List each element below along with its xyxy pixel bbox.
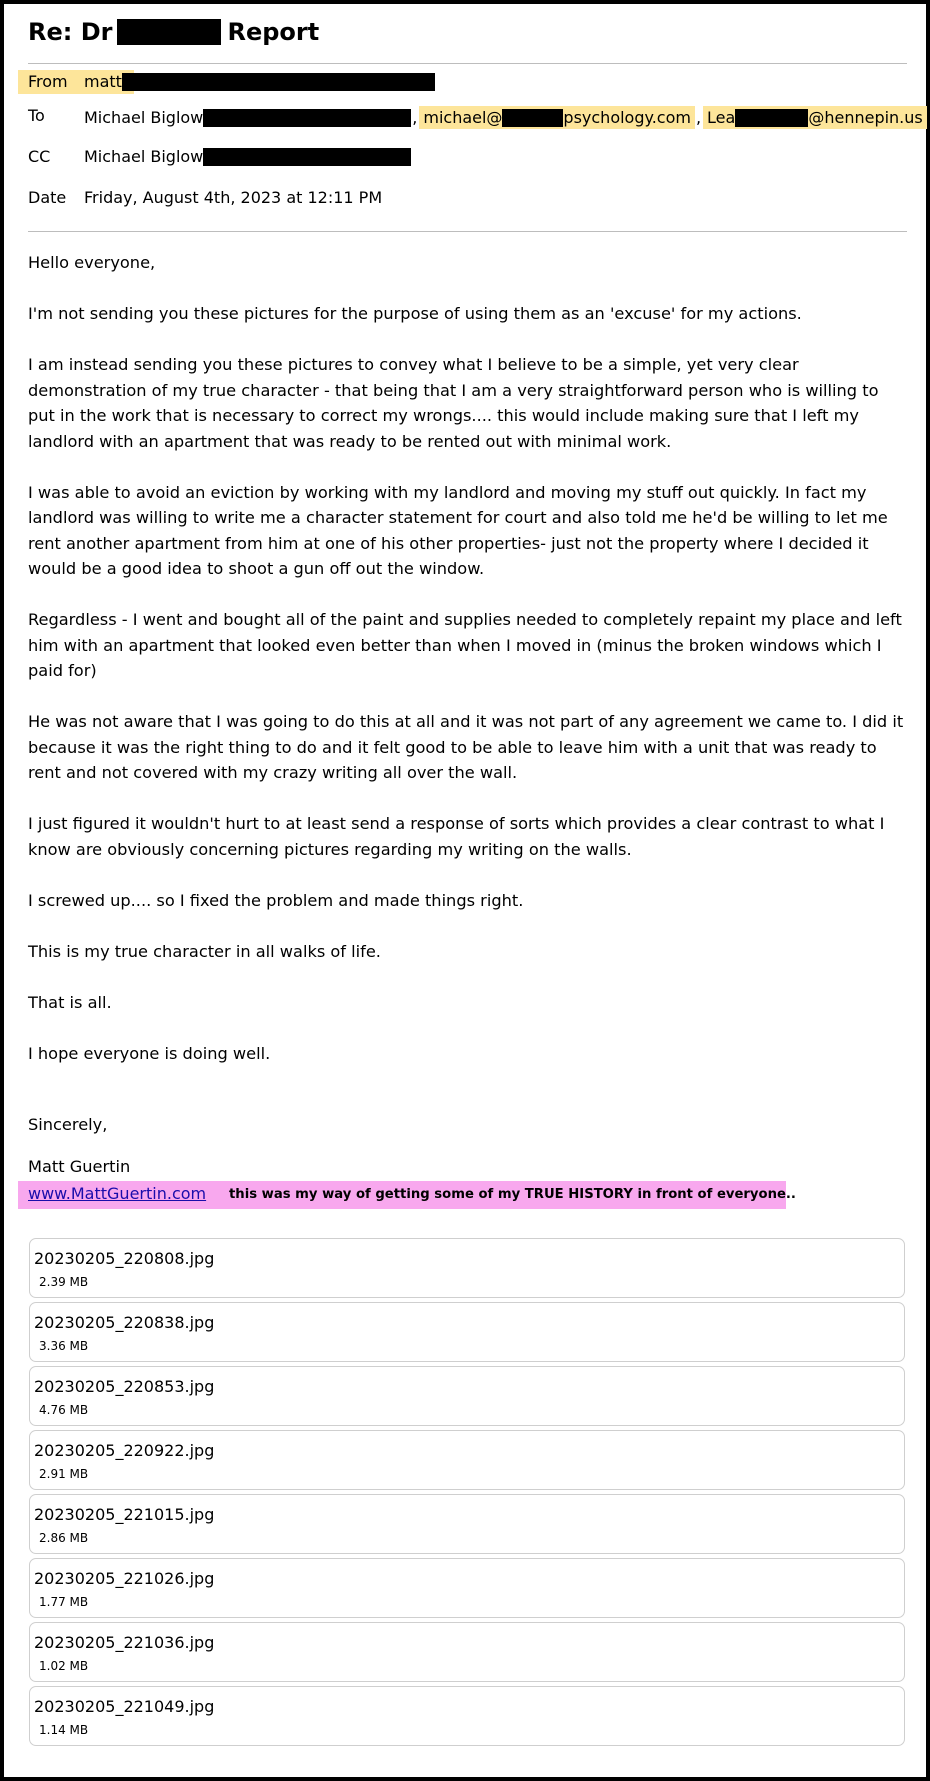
paragraph-9: That is all. xyxy=(28,992,112,1012)
cc-recipient[interactable] xyxy=(84,147,411,166)
greeting: Hello everyone, xyxy=(28,253,156,272)
subject-prefix: Re: Dr xyxy=(28,18,113,46)
paragraph-5: He was not aware that I was going to do this at all and it was not part of any agreement we came to. I did it because it was the right thing to do and it felt good to be able to leave him with a unit that was ready to rent and not covered with my crazy writing all over the wall. xyxy=(28,712,904,782)
attachment-item[interactable] xyxy=(29,1238,905,1298)
annotation-text: this was my way of getting some of my TRUE HISTORY in front of everyone.. xyxy=(229,1187,796,1202)
attachment-filename: 20230205_221049.jpg xyxy=(34,1697,215,1716)
paragraph-1: I'm not sending you these pictures for the purpose of using them as an 'excuse' for my actions. xyxy=(28,304,802,323)
to-email1-end: psychology.com xyxy=(563,108,691,127)
from-name: matt xyxy=(84,72,122,91)
subject-suffix: Report xyxy=(227,18,320,46)
cc-label: CC xyxy=(28,147,51,166)
header-divider xyxy=(28,231,907,232)
subject-divider xyxy=(28,63,907,64)
to-email2-end: @hennepin.us xyxy=(808,108,923,127)
email-body xyxy=(28,250,908,1066)
attachment-filename: 20230205_221026.jpg xyxy=(34,1569,215,1588)
subject-redaction xyxy=(117,19,221,45)
attachment-filename: 20230205_220838.jpg xyxy=(34,1313,215,1332)
date-value: Friday, August 4th, 2023 at 12:11 PM xyxy=(84,188,383,207)
attachment-filename: 20230205_220853.jpg xyxy=(34,1377,215,1396)
attachment-item[interactable] xyxy=(29,1302,905,1362)
attachment-item[interactable] xyxy=(29,1430,905,1490)
cc-redaction xyxy=(203,148,411,166)
to-redaction-2 xyxy=(502,109,563,127)
attachment-filename: 20230205_221036.jpg xyxy=(34,1633,215,1652)
to-name: Michael Biglow xyxy=(84,108,204,127)
to-redaction-1 xyxy=(203,109,411,127)
attachment-filename: 20230205_220808.jpg xyxy=(34,1249,215,1268)
from-label: From xyxy=(28,72,68,91)
attachment-item[interactable] xyxy=(29,1622,905,1682)
paragraph-3: I was able to avoid an eviction by working with my landlord and moving my stuff out quickly. In fact my landlord was willing to write me a character statement for court and also told me he'd be willing to let me rent another apartment from him at one of his other properties- just not the property where I decided it would be a good idea to shoot a gun off out the window. xyxy=(28,482,888,578)
from-value[interactable] xyxy=(84,72,435,91)
to-separator-1: , xyxy=(412,108,418,127)
to-recipient-1[interactable] xyxy=(84,108,411,127)
to-label: To xyxy=(28,106,45,125)
to-recipient-2[interactable] xyxy=(419,106,695,129)
attachment-item[interactable] xyxy=(29,1494,905,1554)
to-email2-start: Lea xyxy=(707,108,736,127)
cc-name: Michael Biglow xyxy=(84,147,204,166)
attachment-item[interactable] xyxy=(29,1558,905,1618)
email-subject xyxy=(28,18,319,46)
paragraph-10: I hope everyone is doing well. xyxy=(28,1043,271,1063)
paragraph-6: I just figured it wouldn't hurt to at least send a response of sorts which provides a clear contrast to what I know are obviously concerning pictures regarding my writing on the walls. xyxy=(28,814,885,859)
attachment-filesize: 1.02 MB xyxy=(39,1659,89,1673)
attachment-filesize: 4.76 MB xyxy=(39,1403,89,1417)
attachment-filesize: 1.77 MB xyxy=(39,1595,89,1609)
attachment-filename: 20230205_220922.jpg xyxy=(34,1441,215,1460)
from-redaction xyxy=(122,73,435,91)
attachment-filesize: 3.36 MB xyxy=(39,1339,89,1353)
signature-name: Matt Guertin xyxy=(28,1157,131,1176)
attachment-filename: 20230205_221015.jpg xyxy=(34,1505,215,1524)
to-recipient-3[interactable] xyxy=(703,106,927,129)
paragraph-7: I screwed up.... so I fixed the problem and made things right. xyxy=(28,890,524,910)
attachment-filesize: 2.86 MB xyxy=(39,1531,89,1545)
attachment-filesize: 2.91 MB xyxy=(39,1467,89,1481)
paragraph-8: This is my true character in all walks of life. xyxy=(28,941,381,961)
attachment-filesize: 1.14 MB xyxy=(39,1723,89,1737)
paragraph-4: Regardless - I went and bought all of the paint and supplies needed to completely repaint my place and left him with an apartment that looked even better than when I moved in (minus the broken windows which I paid for) xyxy=(28,610,902,680)
attachment-item[interactable] xyxy=(29,1366,905,1426)
to-separator-2: , xyxy=(695,108,702,127)
to-email1-start: michael@ xyxy=(423,108,503,127)
paragraph-2: I am instead sending you these pictures to convey what I believe to be a simple, yet very clear demonstration of my true character - that being that I am a very straightforward person who is willing to put in the work that is necessary to correct my wrongs.... this would include making sure that I left my landlord with an apartment that was ready to be rented out with minimal work. xyxy=(28,355,879,451)
closing: Sincerely, xyxy=(28,1115,108,1134)
to-redaction-3 xyxy=(735,109,808,127)
attachment-filesize: 2.39 MB xyxy=(39,1275,89,1289)
signature-link[interactable]: www.MattGuertin.com xyxy=(28,1184,207,1203)
date-label: Date xyxy=(28,188,67,207)
attachment-item[interactable] xyxy=(29,1686,905,1746)
to-recipients xyxy=(84,106,927,129)
